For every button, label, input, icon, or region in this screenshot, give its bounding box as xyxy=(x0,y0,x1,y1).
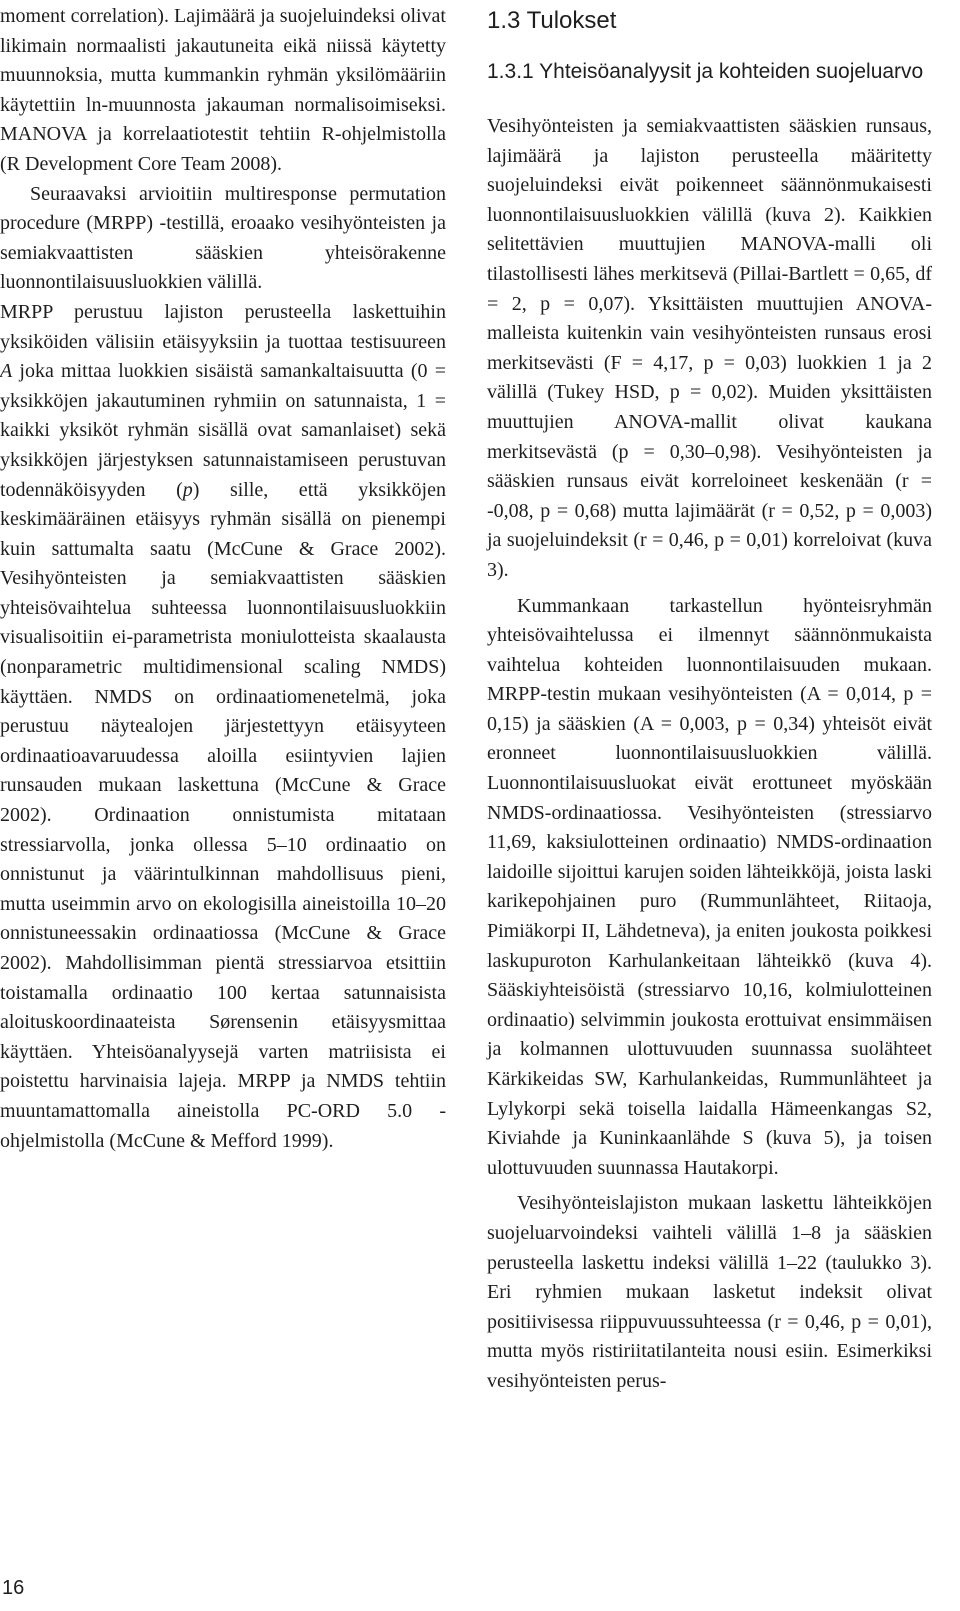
paragraph-mrpp-intro: Seuraavaksi arvioitiin multiresponse permutation procedure (MRPP) -testillä, eroaako vesihyönteisten ja semiakvaattisten sääskien yhteisörakenne luonnontilaisuusluokkien välillä. xyxy=(0,182,446,294)
paragraph-methods-1: moment correlation). Lajimäärä ja suojeluindeksi olivat likimain normaalisti jakautuneita eikä niissä käytetty muunnoksia, mutta kummankin ryhmän yksilömääriin käytettiin ln-muunnosta jakauman normalisoimiseksi. MANOVA ja korrelaatiotestit tehtiin R-ohjelmistolla (R Development Core Team 2008). xyxy=(0,5,446,175)
paragraph-results-3: Vesihyönteislajiston mukaan laskettu lähteikköjen suojeluarvoindeksi vaihteli välillä 1–8 ja sääskien perusteella laskettu indeksi välillä 1–22 (taulukko 3). Eri ryhmien mukaan lasketut indeksit olivat positiivisessa riippuvuussuhteessa (r = 0,46, p = 0,01), mutta myös ristiriitatilanteita nousi esiin. Esimerkiksi vesihyönteisten perus- xyxy=(487,1192,932,1392)
text-segment: ) sille, että yksikköjen keskimääräinen etäisyys ryhmän sisällä on pienempi kuin sattumalta saatu (McCune & Grace 2002). Vesihyönteisten ja semiakvaattisten sääskien yhteisövaihtelua suhteessa luonnontilaisuusluokkiin visualisoitiin ei-parametrista moniulotteista skaalausta (nonparametric multidimensional scaling NMDS) käyttäen. NMDS on ordinaatiomenetelmä, joka perustuu näytealojen järjestettyyn etäisyyteen ordinaatioavaruudessa aloilla esiintyvien lajien runsauden mukaan laskettuna (McCune & Grace 2002). Ordinaation onnistumista mitataan stressiarvolla, jonka ollessa 5–10 ordinaatio on onnistunut ja väärintulkinnan mahdollisuus pieni, mutta useimmin arvo on ekologisilla aineistoilla 10–20 onnistuneessakin ordinaatiossa (McCune & Grace 2002). Mahdollisimman pientä stressiarvoa etsittiin toistamalla ordinaatio 100 kertaa satunnaisista aloituskoordinaateista Sørensenin etäisyysmittaa käyttäen. Yhteisöanalyysejä varten matriisista ei poistettu harvinaisia lajeja. MRPP ja NMDS tehtiin muuntamattomalla aineistolla PC-ORD 5.0 -ohjelmistolla (McCune & Mefford 1999). xyxy=(0,478,446,1152)
paragraph-results-1: Vesihyönteisten ja semiakvaattisten sääskien runsaus, lajimäärä ja lajiston perusteella määritetty suojeluindeksi eivät poikenneet säännönmukaisesti luonnontilaisuusluokkien välillä (kuva 2). Kaikkien selitettävien muuttujien MANOVA-malli oli tilastollisesti lähes merkitsevä (Pillai-Bartlett = 0,65, df = 2, p = 0,07). Yksittäisten muuttujien ANOVA-malleista kuitenkin vain vesihyönteisten runsaus erosi merkitsevästi (F = 4,17, p = 0,03) luokkien 1 ja 2 välillä (Tukey HSD, p = 0,02). Muiden yksittäisten muuttujien ANOVA-mallit olivat kaukana merkitsevästä (p = 0,30–0,98). Vesihyönteisten ja sääskien runsaus eivät korreloineet keskenään (r = -0,08, p = 0,68) mutta lajimäärät (r = 0,52, p = 0,003) ja suojeluindeksit (r = 0,46, p = 0,01) korreloivat (kuva 3). xyxy=(487,115,932,581)
text-segment: joka mittaa luokkien sisäistä samankaltaisuutta (0 = yksikköjen jakautuminen ryhmiin on satunnaista, 1 = kaikki yksiköt ryhmän sisällä ovat samanlaiset) sekä yksikköjen järjestyksen satunnaistamiseen perustuvan todennäköisyyden ( xyxy=(0,360,446,501)
subsection-heading: 1.3.1 Yhteisöanalyysit ja kohteiden suojeluarvo xyxy=(487,60,924,83)
italic-symbol-p: p xyxy=(182,478,193,501)
paragraph-results-2: Kummankaan tarkastellun hyönteisryhmän yhteisövaihtelussa ei ilmennyt säännönmukaista vaihtelua kohteiden luonnontilaisuuden mukaan. MRPP-testin mukaan vesihyönteisten (A = 0,014, p = 0,15) ja sääskien (A = 0,003, p = 0,34) yhteisöt eivät eronneet luonnontilaisuusluokkien välillä. Luonnontilaisuusluokat eivät erottuneet myöskään NMDS-ordinaatiossa. Vesihyönteisten (stressiarvo 11,69, kaksiulotteinen ordinaatio) NMDS-ordinaation laidoille sijoittui karujen soiden lähteikköjä, joista laski karikepohjainen puro (Rummunlähteet, Riitaoja, Pimiäkorpi II, Lähdetneva), ja eniten joukosta poikkesi laskupuroton Karhulankeitaan lähteikkö (kuva 4). Sääskiyhteisöistä (stressiarvo 10,16, kolmiulotteinen ordinaatio) selvimmin joukosta erottuivat ensimmäisen ja kolmannen ulottuvuuden suunnassa suolähteet Kärkikeidas SW, Karhulankeidas, Rummunlähteet ja Lylykorpi sekä toisella laidalla Hämeenkangas S2, Kiviahde ja Kuninkaanlähde S (kuva 5), ja toisen ulottuvuuden suunnassa Hautakorpi. xyxy=(487,594,932,1179)
text-segment: MRPP perustuu lajiston perusteella laskettuihin yksiköiden välisiin etäisyyksiin ja tuottaa testisuureen xyxy=(0,300,446,353)
left-column xyxy=(0,2,446,1156)
section-heading: 1.3 Tulokset xyxy=(487,7,617,34)
paragraph-mrpp-nmds xyxy=(0,298,446,1156)
page-number: 16 xyxy=(2,1577,25,1599)
right-column xyxy=(487,2,932,1397)
italic-symbol-a: A xyxy=(0,360,13,383)
